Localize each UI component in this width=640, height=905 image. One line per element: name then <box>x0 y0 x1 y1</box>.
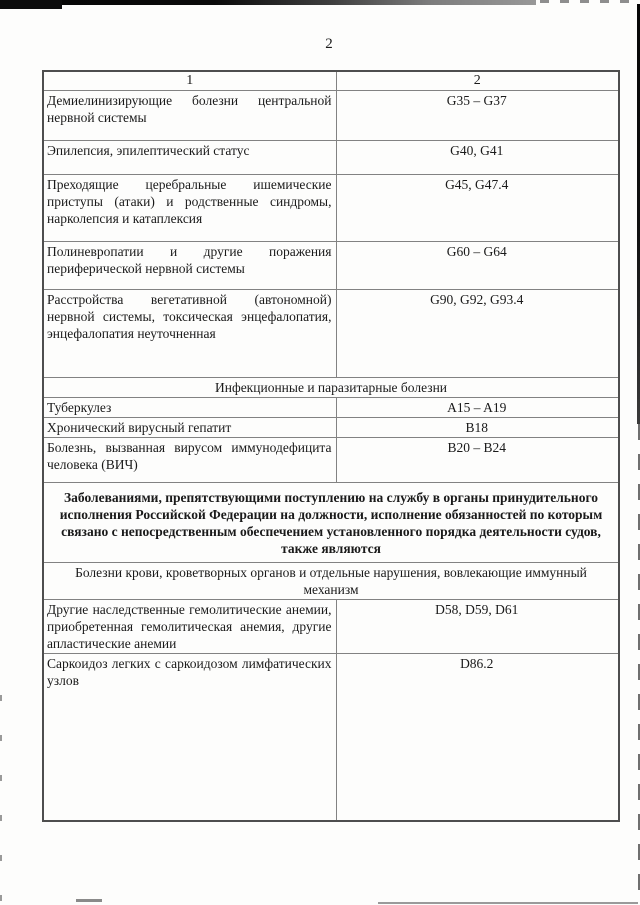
table-row <box>43 600 619 654</box>
disease-name-cell: Болезнь, вызванная вирусом иммунодефицита человека (ВИЧ) <box>43 438 336 483</box>
icd-code-cell: G60 – G64 <box>336 242 619 290</box>
legal-note-text: Заболеваниями, препятствующими поступлению на службу в органы принудительного исполнения Российской Федерации на должности, исполнение обязанностей по которым связано с непосредственным обеспечением установленного порядка деятельности судов, также являются <box>43 483 619 563</box>
section-header-row <box>43 563 619 600</box>
icd-code-cell: D58, D59, D61 <box>336 600 619 654</box>
icd-code-cell: B18 <box>336 418 619 438</box>
table-row <box>43 654 619 821</box>
table-row <box>43 290 619 378</box>
icd-code-cell: G45, G47.4 <box>336 175 619 242</box>
icd-code-cell: G40, G41 <box>336 141 619 175</box>
disease-name-cell: Эпилепсия, эпилептический статус <box>43 141 336 175</box>
document-table <box>42 70 620 822</box>
icd-code-cell: D86.2 <box>336 654 619 821</box>
icd-code-cell: A15 – A19 <box>336 398 619 418</box>
scan-artifact-top-left-bar <box>0 0 62 9</box>
table-row <box>43 418 619 438</box>
page-number: 2 <box>325 36 333 52</box>
section-title: Инфекционные и паразитарные болезни <box>43 378 619 398</box>
scan-artifact-left-edge-lower <box>0 695 2 903</box>
scan-artifact-top-edge <box>0 0 536 5</box>
table-row <box>43 398 619 418</box>
table-row <box>43 91 619 141</box>
disease-name-cell: Расстройства вегетативной (автономной) нервной системы, токсическая энцефалопатия, энцефалопатия неуточненная <box>43 290 336 378</box>
scan-artifact-bottom-edge <box>378 902 638 904</box>
table-header-row <box>43 71 619 91</box>
icd-code-cell: B20 – B24 <box>336 438 619 483</box>
table-row <box>43 438 619 483</box>
disease-name-cell: Преходящие церебральные ишемические приступы (атаки) и родственные синдромы, нарколепсия и катаплексия <box>43 175 336 242</box>
disease-name-cell: Полиневропатии и другие поражения периферической нервной системы <box>43 242 336 290</box>
disease-name-cell: Другие наследственные гемолитические анемии, приобретенная гемолитическая анемия, другие апластические анемии <box>43 600 336 654</box>
scan-artifact-bottom-left-mark <box>76 899 102 902</box>
table-col-header-2: 2 <box>336 71 619 91</box>
section-header-row <box>43 378 619 398</box>
table-row <box>43 175 619 242</box>
disease-name-cell: Саркоидоз легких с саркоидозом лимфатических узлов <box>43 654 336 821</box>
table-row <box>43 242 619 290</box>
disease-name-cell: Хронический вирусный гепатит <box>43 418 336 438</box>
disease-name-cell: Демиелинизирующие болезни центральной нервной системы <box>43 91 336 141</box>
icd-code-cell: G35 – G37 <box>336 91 619 141</box>
table-row <box>43 141 619 175</box>
section-title: Болезни крови, кроветворных органов и отдельные нарушения, вовлекающие иммунный механизм <box>43 563 619 600</box>
icd-code-cell: G90, G92, G93.4 <box>336 290 619 378</box>
table-col-header-1: 1 <box>43 71 336 91</box>
scan-artifact-top-dashes <box>540 0 638 3</box>
disease-name-cell: Туберкулез <box>43 398 336 418</box>
legal-note-row <box>43 483 619 563</box>
